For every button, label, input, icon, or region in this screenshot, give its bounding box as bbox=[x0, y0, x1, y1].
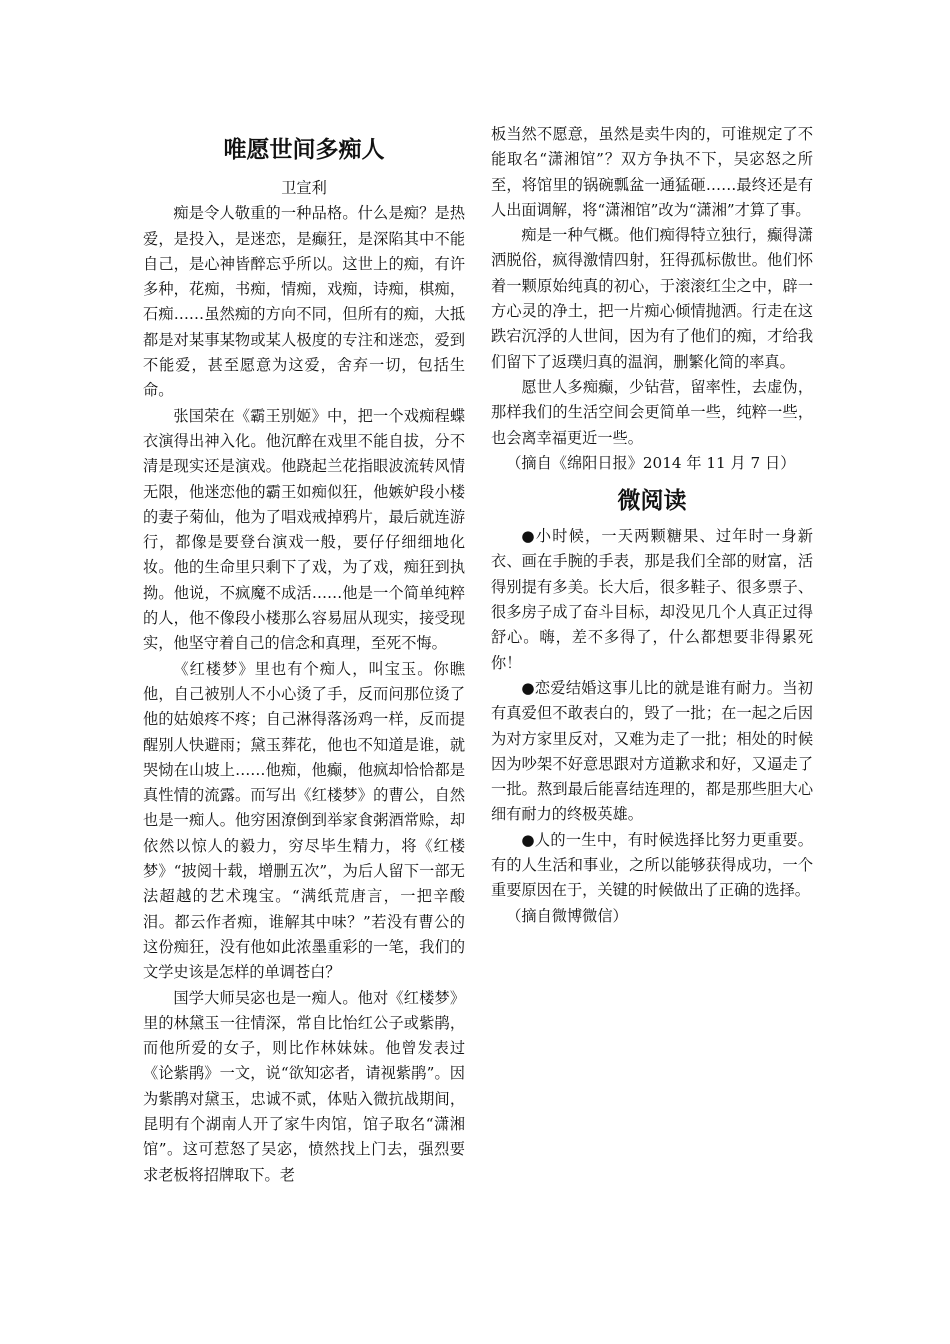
article-source: （摘自《绵阳日报》2014 年 11 月 7 日） bbox=[506, 453, 796, 472]
article-title: 唯愿世间多痴人 bbox=[223, 137, 385, 163]
article-paragraph: 痴是令人敬重的一种品格。什么是痴？是热爱，是投入，是迷恋，是癫狂，是深陷其中不能自己，是心神皆醉忘乎所以。这世上的痴，有许多种，花痴，书痴，情痴，戏痴，诗痴，棋痴，石痴……虽然痴的方向不同，但所有的痴，大抵都是对某事某物或某人极度的专注和迷恋，爱到不能爱，甚至愿意为这爱，舍弃一切，包括生命。 bbox=[143, 204, 465, 400]
article-paragraph-split bbox=[143, 986, 465, 1188]
article-paragraph: 愿世人多痴癫，少钻营，留率性，去虚伪，那样我们的生活空间会更简单一些，纯粹一些，也会离幸福更近一些。 bbox=[491, 377, 813, 447]
left-column bbox=[143, 128, 465, 1188]
article-paragraph-part: 板当然不愿意，虽然是卖牛肉的，可谁规定了不能取名“潇湘馆”？双方争执不下，吴宓怒之所至，将馆里的锅碗瓢盆一通猛砸……最终还是有人出面调解，将“潇湘馆”改为“潇湘”才算了事。 bbox=[491, 125, 813, 219]
section-source: （摘自微博微信） bbox=[506, 906, 628, 925]
micro-reading-item: ●人的一生中，有时候选择比努力更重要。有的人生活和事业，之所以能够获得成功，一个重要原因在于，关键的时候做出了正确的选择。 bbox=[491, 830, 813, 900]
micro-reading-item: ●小时候，一天两颗糖果、过年时一身新衣、画在手腕的手表，那是我们全部的财富，活得别提有多美。长大后，很多鞋子、很多票子、很多房子成了奋斗目标，却没见几个人真正过得舒心。嗨，差不多得了，什么都想要非得累死你！ bbox=[491, 527, 813, 672]
article-paragraph-continued bbox=[491, 122, 813, 223]
article-paragraph: 《红楼梦》里也有个痴人，叫宝玉。你瞧他，自己被别人不小心烫了手，反而问那位烫了他的姑娘疼不疼；自己淋得落汤鸡一样，反而提醒别人快避雨；黛玉葬花，他也不知道是谁，就哭恸在山坡上……他痴，他癫，他疯却恰恰都是真性情的流露。而写出《红楼梦》的曹公，自然也是一痴人。他穷困潦倒到举家食粥酒常赊，却依然以惊人的毅力，穷尽毕生精力，将《红楼梦》“披阅十载，增删五次”，为后人留下一部无法超越的艺术瑰宝。“满纸荒唐言，一把辛酸泪。都云作者痴，谁解其中味？”若没有曹公的这份痴狂，没有他如此浓墨重彩的一笔，我们的文学史该是怎样的单调苍白？ bbox=[143, 659, 465, 982]
section-title: 微阅读 bbox=[617, 488, 687, 515]
article-paragraph-part: 国学大师吴宓也是一痴人。他对《红楼梦》里的林黛玉一往情深，常自比怡红公子或紫鹃，而他所爱的女子，则比作林妹妹。他曾发表过《论紫鹃》一文，说“欲知宓者，请视紫鹃”。因为紫鹃对黛玉，忠诚不贰，体贴入微抗战期间，昆明有个湖南人开了家牛肉馆，馆子取名“潇湘馆”。这可惹怒了吴宓，愤然找上门去，强烈要求老板将招牌取下。老 bbox=[143, 988, 465, 1184]
article-paragraph: 痴是一种气概。他们痴得特立独行，癫得潇洒脱俗，疯得激情四射，狂得孤标傲世。他们怀着一颗原始纯真的初心，于滚滚红尘之中，辟一方心灵的净土，把一片痴心倾情抛洒。行走在这跌宕沉浮的人世间，因为有了他们的痴，才给我们留下了返璞归真的温润，删繁化简的率真。 bbox=[491, 226, 813, 371]
article-paragraph: 张国荣在《霸王别姬》中，把一个戏痴程蝶衣演得出神入化。他沉醉在戏里不能自拔，分不清是现实还是演戏。他跷起兰花指眼波流转风情无限，他迷恋他的霸王如痴似狂，他嫉妒段小楼的妻子菊仙，他为了唱戏戒掉鸦片，最后就连游行，都像是要登台演戏一般，要仔仔细细地化妆。他的生命里只剩下了戏，为了戏，痴狂到执拗。他说，不疯魔不成活……他是一个简单纯粹的人，他不像段小楼那么容易屈从现实，接受现实，他坚守着自己的信念和真理，至死不悔。 bbox=[143, 406, 465, 653]
micro-reading-item: ●恋爱结婚这事儿比的就是谁有耐力。当初有真爱但不敢表白的，毁了一批；在一起之后因为对方家里反对，又难为走了一批；相处的时候因为吵架不好意思跟对方道歉求和好，又逼走了一批。熬到最后能喜结连理的，都是那些胆大心细有耐力的终极英雄。 bbox=[491, 678, 813, 824]
right-column bbox=[491, 122, 813, 929]
article-author: 卫宣利 bbox=[281, 179, 327, 197]
